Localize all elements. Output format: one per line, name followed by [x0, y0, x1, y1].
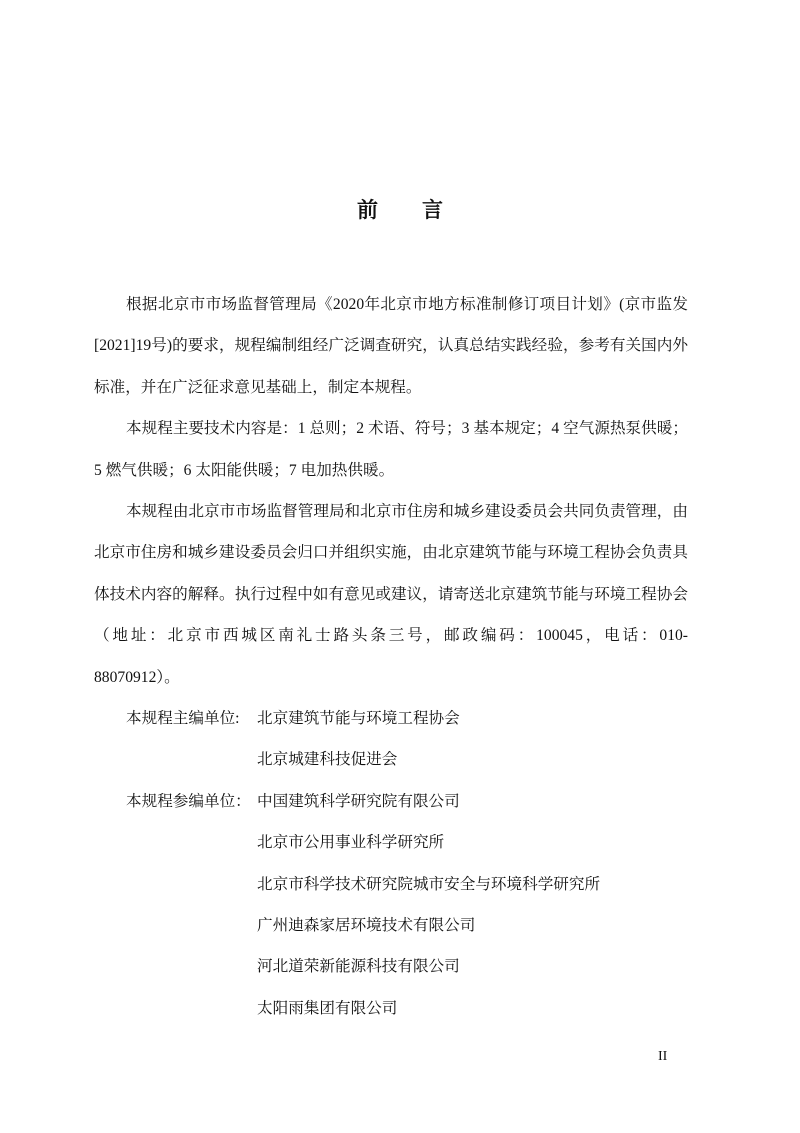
org-row [94, 988, 688, 1029]
participant-unit: 河北道荣新能源科技有限公司 [257, 958, 460, 976]
org-row [94, 781, 688, 822]
chief-editors-section [94, 698, 688, 781]
participant-unit: 广州迪森家居环境技术有限公司 [257, 917, 476, 935]
paragraph-management: 本规程由北京市市场监督管理局和北京市住房和城乡建设委员会共同负责管理，由北京市住房和城乡建设委员会归口并组织实施，由北京建筑节能与环境工程协会负责具体技术内容的解释。执行过程中如有意见或建议，请寄送北京建筑节能与环境工程协会（地址：北京市西城区南礼士路头条三号，邮政编码：100045，电话：010-88070912）。 [94, 503, 688, 686]
org-row [94, 905, 688, 946]
chief-editor-unit: 北京建筑节能与环境工程协会 [257, 710, 460, 728]
title-char-2: 言 [422, 198, 443, 223]
chief-editors-label: 本规程主编单位: [126, 710, 240, 728]
page-title [0, 194, 800, 224]
org-row [94, 946, 688, 987]
preface-body [94, 284, 688, 1029]
participants-section [94, 781, 688, 1029]
org-row [94, 698, 688, 739]
org-row [94, 864, 688, 905]
participants-label: 本规程参编单位： [126, 792, 251, 810]
org-row [94, 739, 688, 780]
chief-editor-unit: 北京城建科技促进会 [257, 751, 398, 769]
paragraph-basis: 根据北京市市场监督管理局《2020年北京市地方标准制修订项目计划》(京市监发[2021]19号)的要求，规程编制组经广泛调查研究，认真总结实践经验，参考有关国内外标准，并在广泛征求意见基础上，制定本规程。 [94, 296, 688, 396]
org-row [94, 822, 688, 863]
participant-unit: 太阳雨集团有限公司 [257, 999, 398, 1017]
page-number: II [658, 1049, 668, 1064]
paragraph-contents: 本规程主要技术内容是：1 总则；2 术语、符号；3 基本规定；4 空气源热泵供暖；5 燃气供暖；6 太阳能供暖；7 电加热供暖。 [94, 420, 688, 479]
participant-unit: 北京市科学技术研究院城市安全与环境科学研究所 [257, 875, 601, 893]
title-char-1: 前 [357, 198, 378, 223]
participant-unit: 北京市公用事业科学研究所 [257, 834, 445, 852]
participant-unit: 中国建筑科学研究院有限公司 [257, 792, 460, 810]
